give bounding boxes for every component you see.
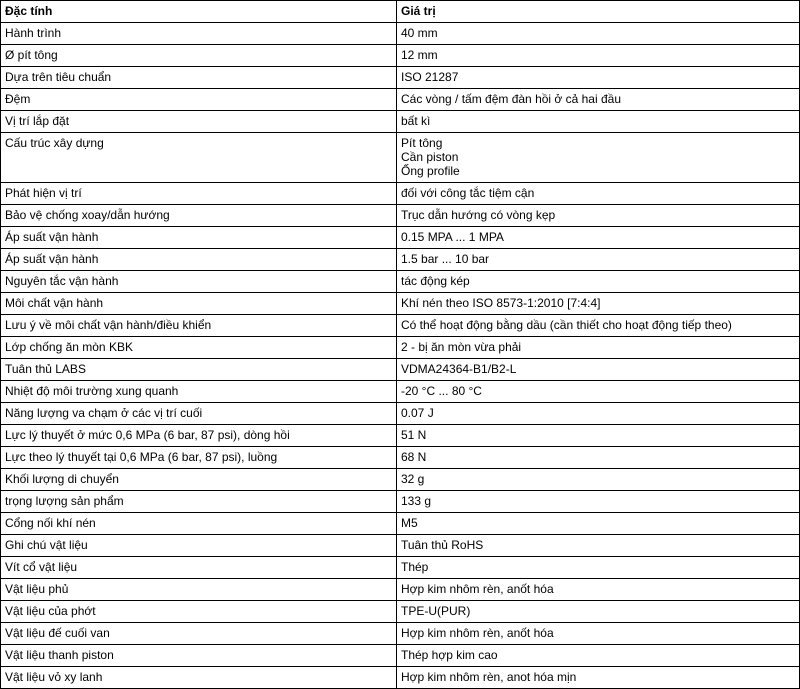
table-row: [1, 381, 800, 403]
table-header-row: [1, 1, 800, 23]
table-row: [1, 623, 800, 645]
property-cell: Vật liệu thanh piston: [1, 645, 397, 667]
table-row: [1, 469, 800, 491]
value-cell: Các vòng / tấm đệm đàn hồi ở cả hai đầu: [397, 89, 800, 111]
value-cell: Hợp kim nhôm rèn, anốt hóa: [397, 623, 800, 645]
property-cell: Lớp chống ăn mòn KBK: [1, 337, 397, 359]
table-row: [1, 111, 800, 133]
value-cell: 1.5 bar ... 10 bar: [397, 249, 800, 271]
property-cell: Môi chất vận hành: [1, 293, 397, 315]
table-row: [1, 293, 800, 315]
value-line: Ống profile: [401, 164, 460, 178]
value-cell: đối với công tắc tiệm cận: [397, 183, 800, 205]
value-cell: 32 g: [397, 469, 800, 491]
property-cell: Hành trình: [1, 23, 397, 45]
table-row: [1, 133, 800, 183]
value-line: Pít tông: [401, 136, 443, 150]
value-cell: 51 N: [397, 425, 800, 447]
table-row: [1, 557, 800, 579]
value-cell: Có thể hoạt động bằng dầu (cần thiết cho hoạt động tiếp theo): [397, 315, 800, 337]
property-cell: Áp suất vận hành: [1, 249, 397, 271]
table-row: [1, 359, 800, 381]
property-cell: Nhiệt độ môi trường xung quanh: [1, 381, 397, 403]
property-cell: Cấu trúc xây dựng: [1, 133, 397, 183]
header-property: Đặc tính: [1, 1, 397, 23]
property-cell: Khối lượng di chuyển: [1, 469, 397, 491]
table-row: [1, 667, 800, 689]
property-cell: Vị trí lắp đặt: [1, 111, 397, 133]
value-cell: 0.07 J: [397, 403, 800, 425]
value-cell: M5: [397, 513, 800, 535]
table-row: [1, 23, 800, 45]
value-cell: [397, 133, 800, 183]
value-cell: Thép: [397, 557, 800, 579]
value-cell: 68 N: [397, 447, 800, 469]
value-cell: Hợp kim nhôm rèn, anốt hóa: [397, 579, 800, 601]
table-row: [1, 425, 800, 447]
value-cell: 12 mm: [397, 45, 800, 67]
table-row: [1, 601, 800, 623]
property-cell: Vật liệu đế cuối van: [1, 623, 397, 645]
property-cell: Năng lượng va chạm ở các vị trí cuối: [1, 403, 397, 425]
value-cell: -20 °C ... 80 °C: [397, 381, 800, 403]
table-row: [1, 491, 800, 513]
property-cell: Lực theo lý thuyết tại 0,6 MPa (6 bar, 87 psi), luồng: [1, 447, 397, 469]
property-cell: trọng lượng sản phẩm: [1, 491, 397, 513]
value-cell: Trục dẫn hướng có vòng kẹp: [397, 205, 800, 227]
table-row: [1, 205, 800, 227]
property-cell: Tuân thủ LABS: [1, 359, 397, 381]
table-row: [1, 315, 800, 337]
table-row: [1, 227, 800, 249]
property-cell: Vật liệu phủ: [1, 579, 397, 601]
value-cell: bất kì: [397, 111, 800, 133]
table-row: [1, 403, 800, 425]
property-cell: Đệm: [1, 89, 397, 111]
property-cell: Áp suất vận hành: [1, 227, 397, 249]
property-cell: Lực lý thuyết ở mức 0,6 MPa (6 bar, 87 psi), dòng hồi: [1, 425, 397, 447]
property-cell: Bảo vệ chống xoay/dẫn hướng: [1, 205, 397, 227]
value-cell: TPE-U(PUR): [397, 601, 800, 623]
table-row: [1, 535, 800, 557]
table-row: [1, 249, 800, 271]
property-cell: Vật liệu của phớt: [1, 601, 397, 623]
table-row: [1, 67, 800, 89]
value-cell: 133 g: [397, 491, 800, 513]
value-cell: Khí nén theo ISO 8573-1:2010 [7:4:4]: [397, 293, 800, 315]
property-cell: Cổng nối khí nén: [1, 513, 397, 535]
header-value: Giá trị: [397, 1, 800, 23]
table-row: [1, 271, 800, 293]
value-cell: Tuân thủ RoHS: [397, 535, 800, 557]
value-cell: Thép hợp kim cao: [397, 645, 800, 667]
property-cell: Vật liệu vỏ xy lanh: [1, 667, 397, 689]
value-cell: 0.15 MPA ... 1 MPA: [397, 227, 800, 249]
property-cell: Nguyên tắc vận hành: [1, 271, 397, 293]
value-cell: 40 mm: [397, 23, 800, 45]
value-cell: ISO 21287: [397, 67, 800, 89]
table-row: [1, 579, 800, 601]
property-cell: Ø pít tông: [1, 45, 397, 67]
table-row: [1, 45, 800, 67]
table-row: [1, 89, 800, 111]
property-cell: Lưu ý về môi chất vận hành/điều khiển: [1, 315, 397, 337]
value-cell: 2 - bị ăn mòn vừa phải: [397, 337, 800, 359]
table-row: [1, 645, 800, 667]
table-row: [1, 513, 800, 535]
table-row: [1, 447, 800, 469]
value-cell: VDMA24364-B1/B2-L: [397, 359, 800, 381]
property-cell: Vít cổ vật liệu: [1, 557, 397, 579]
property-cell: Dựa trên tiêu chuẩn: [1, 67, 397, 89]
value-cell: tác động kép: [397, 271, 800, 293]
property-cell: Ghi chú vật liệu: [1, 535, 397, 557]
table-row: [1, 337, 800, 359]
property-cell: Phát hiện vị trí: [1, 183, 397, 205]
spec-table-body: [1, 23, 800, 689]
value-line: Cần piston: [401, 150, 459, 164]
value-cell: Hợp kim nhôm rèn, anot hóa mịn: [397, 667, 800, 689]
table-row: [1, 183, 800, 205]
